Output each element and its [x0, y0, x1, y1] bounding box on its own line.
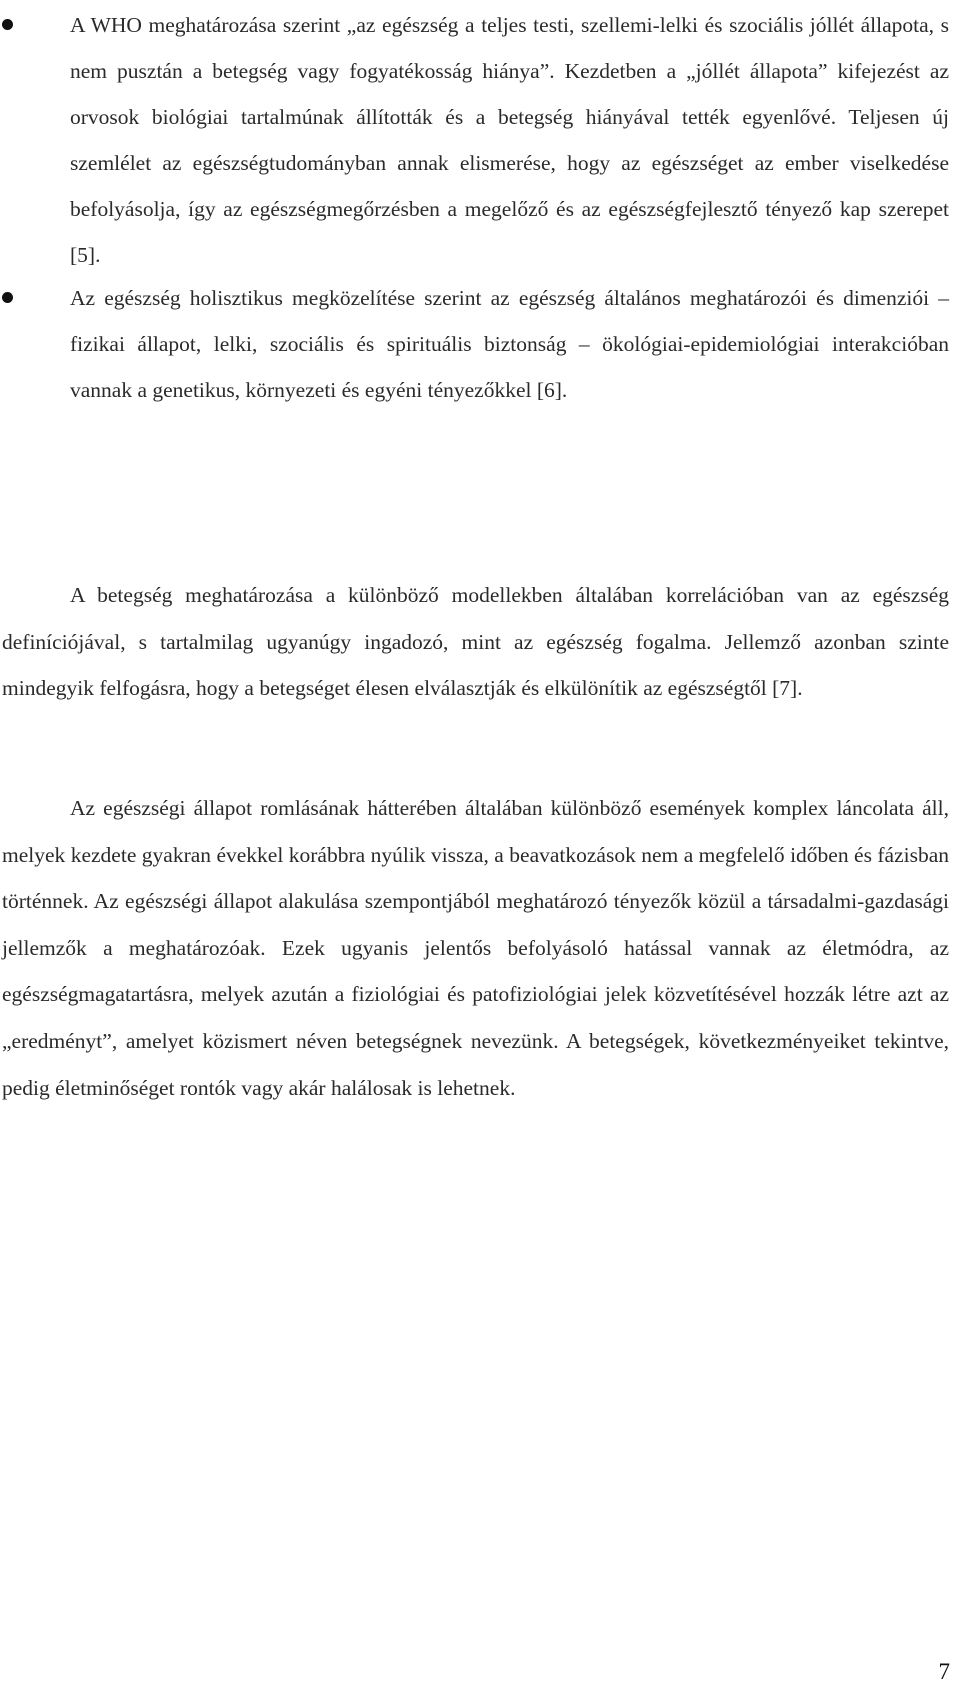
page-number: 7	[938, 1659, 950, 1684]
bullet-list	[0, 2, 960, 413]
bullet-text: Az egészség holisztikus megközelítése szerint az egészség általános meghatározói és dimenziói – fizikai állapot, lelki, szociális és spirituális biztonság – ökológiai-epidemiológiai interakcióban vannak a genetikus, környezeti és egyéni tényezőkkel [6].	[70, 286, 949, 402]
bullet-item-who-definition	[0, 2, 960, 278]
bullet-text: A WHO meghatározása szerint „az egészség a teljes testi, szellemi-lelki és szociális jóllét állapota, s nem pusztán a betegség vagy fogyatékosság hiánya”. Kezdetben a „jóllét állapota” kifejezést az orvosok biológiai tartalmúnak állították és a betegség hiányával tették egyenlővé. Teljesen új szemlélet az egészségtudományban annak elismerése, hogy az egészséget az ember viselkedése befolyásolja, így az egészségmegőrzésben a megelőző és az egészségfejlesztő tényező kap szerepet [5].	[70, 13, 949, 267]
bullet-dot-icon	[2, 19, 13, 30]
paragraph-health-status: Az egészségi állapot romlásának hátterében általában különböző események komplex láncolata áll, melyek kezdete gyakran évekkel korábbra nyúlik vissza, a beavatkozások nem a megfelelő időben és fázisban történnek. Az egészségi állapot alakulása szempontjából meghatározó tényezők közül a társadalmi-gazdasági jellemzők a meghatározóak. Ezek ugyanis jelentős befolyásoló hatással vannak az életmódra, az egészségmagatartásra, melyek azután a fiziológiai és patofiziológiai jelek közvetítésével hozzák létre azt az „eredményt”, amelyet közismert néven betegségnek nevezünk. A betegségek, következményeiket tekintve, pedig életminőséget rontók vagy akár halálosak is lehetnek.	[2, 796, 949, 1100]
bullet-dot-icon	[2, 292, 13, 303]
paragraph-disease-definition: A betegség meghatározása a különböző modellekben általában korrelációban van az egészség definíciójával, s tartalmilag ugyanúgy ingadozó, mint az egészség fogalma. Jellemző azonban szinte mindegyik felfogásra, hogy a betegséget élesen elválasztják és elkülönítik az egészségtől [7].	[2, 583, 949, 701]
bullet-item-holistic-approach	[0, 275, 960, 413]
